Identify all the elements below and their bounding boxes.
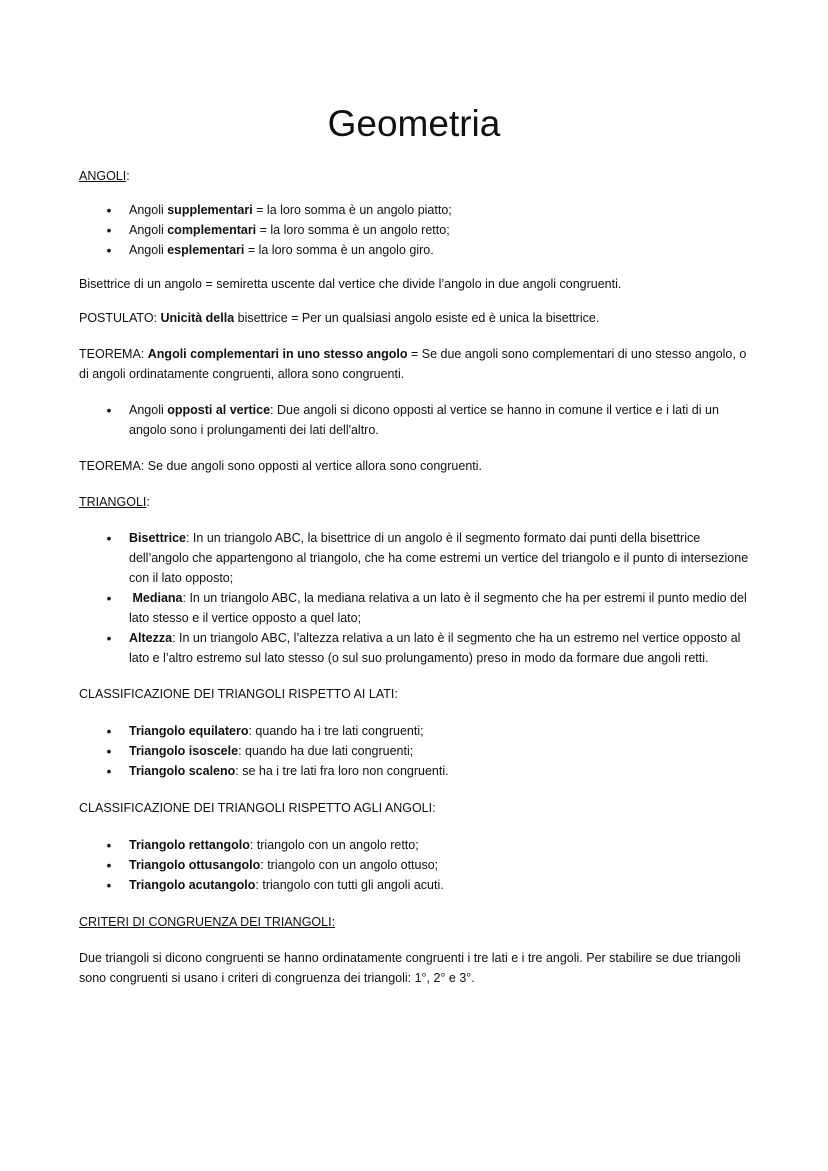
teorema-complementari: TEOREMA: Angoli complementari in uno stesso angolo = Se due angoli sono complementari di uno stesso angolo, o di angoli ordinatamente congruenti, allora sono congruenti.	[79, 347, 747, 381]
heading-colon: :	[126, 169, 130, 183]
section-heading-triangoli	[79, 492, 759, 512]
list-item: • Angoli esplementari = la loro somma è un angolo giro.	[79, 240, 759, 260]
bullet-icon	[103, 200, 115, 221]
heading-text: TRIANGOLI	[79, 495, 147, 509]
bullet-icon	[103, 220, 115, 241]
list-item: • Triangolo equilatero: quando ha i tre lati congruenti;	[79, 721, 759, 741]
bullet-icon	[103, 588, 115, 609]
teorema-opposti: TEOREMA: Se due angoli sono opposti al vertice allora sono congruenti.	[79, 459, 483, 473]
list-item: • Triangolo scaleno: se ha i tre lati fra loro non congruenti.	[79, 761, 759, 781]
section-heading-criteri	[79, 912, 759, 932]
heading-colon: :	[146, 495, 150, 509]
list-item: • Triangolo rettangolo: triangolo con un angolo retto;	[79, 835, 759, 855]
heading-text: CRITERI DI CONGRUENZA DEI TRIANGOLI:	[79, 915, 336, 929]
section-heading-lati: CLASSIFICAZIONE DEI TRIANGOLI RISPETTO AI LATI:	[79, 687, 398, 701]
bullet-icon	[103, 875, 115, 896]
angoli-class-list	[79, 835, 759, 895]
list-item: • Triangolo ottusangolo: triangolo con un angolo ottuso;	[79, 855, 759, 875]
bullet-icon	[103, 628, 115, 649]
triangoli-list	[79, 528, 759, 668]
lati-list	[79, 721, 759, 781]
heading-text: ANGOLI	[79, 169, 127, 183]
angoli-list	[79, 200, 759, 260]
bullet-icon	[103, 528, 115, 549]
bullet-icon	[103, 761, 115, 782]
list-item: • Triangolo isoscele: quando ha due lati congruenti;	[79, 741, 759, 761]
opposti-list	[79, 400, 759, 440]
bullet-icon	[103, 721, 115, 742]
bullet-icon	[103, 240, 115, 261]
bullet-icon	[103, 400, 115, 421]
bullet-icon	[103, 741, 115, 762]
section-heading-angoli	[79, 166, 759, 186]
list-item: • Angoli complementari = la loro somma è un angolo retto;	[79, 220, 759, 240]
list-item: • Triangolo acutangolo: triangolo con tutti gli angoli acuti.	[79, 875, 759, 895]
section-heading-angoli-class: CLASSIFICAZIONE DEI TRIANGOLI RISPETTO AGLI ANGOLI:	[79, 801, 436, 815]
criteri-text: Due triangoli si dicono congruenti se hanno ordinatamente congruenti i tre lati e i tre angoli. Per stabilire se due triangoli sono congruenti si usano i criteri di congruenza dei triangoli: 1°, 2° e 3°.	[79, 951, 741, 985]
list-item: • Angoli supplementari = la loro somma è un angolo piatto;	[79, 200, 759, 220]
list-item: • Mediana: In un triangolo ABC, la mediana relativa a un lato è il segmento che ha per estremi il punto medio del lato stesso e il vertice opposto a quel lato;	[79, 588, 759, 628]
list-item: • Bisettrice: In un triangolo ABC, la bisettrice di un angolo è il segmento formato dai punti della bisettrice dell’angolo che appartengono al triangolo, che ha come estremi un vertice del triangolo e il punto di intersezione con il lato opposto;	[79, 528, 759, 588]
list-item: • Altezza: In un triangolo ABC, l’altezza relativa a un lato è il segmento che ha un estremo nel vertice opposto al lato e l’altro estremo sul lato stesso (o sul suo prolungamento) preso in modo da formare due angoli retti.	[79, 628, 759, 668]
page-title: Geometria	[327, 103, 501, 144]
postulato: POSTULATO: Unicità della bisettrice = Per un qualsiasi angolo esiste ed è unica la bisettrice.	[79, 311, 600, 325]
list-item: • Angoli opposti al vertice: Due angoli si dicono opposti al vertice se hanno in comune il vertice e i lati di un angolo sono i prolungamenti dei lati dell'altro.	[79, 400, 759, 440]
bisettrice-definition: Bisettrice di un angolo = semiretta uscente dal vertice che divide l’angolo in due angoli congruenti.	[79, 277, 622, 291]
bullet-icon	[103, 835, 115, 856]
bullet-icon	[103, 855, 115, 876]
